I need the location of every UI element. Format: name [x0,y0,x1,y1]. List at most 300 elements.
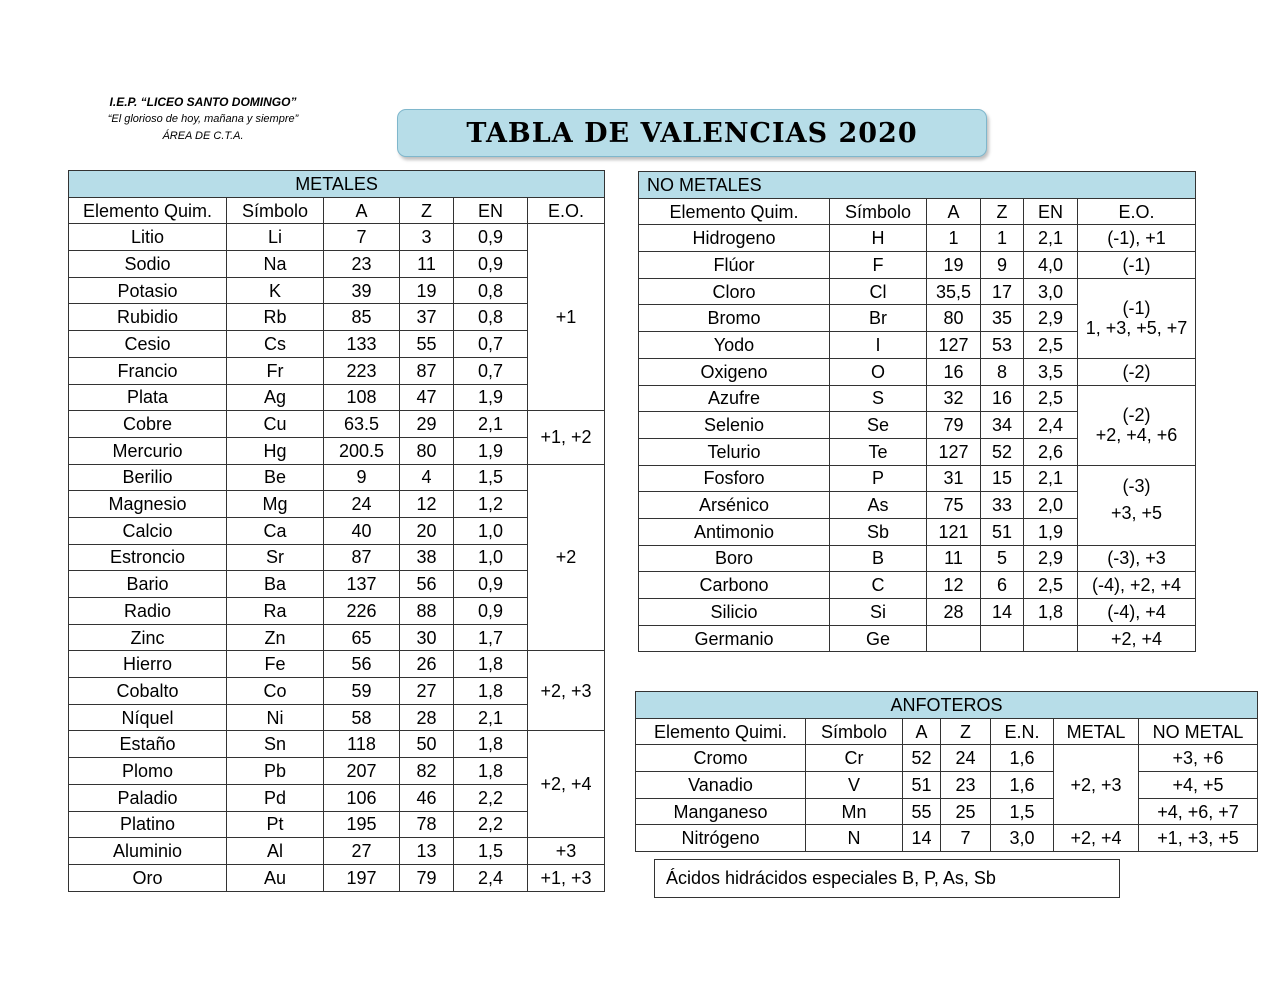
element-name-cell: Cromo [636,745,806,772]
mass-cell: 14 [903,825,941,852]
symbol-cell: Cu [227,411,324,438]
oxidation-state-cell: +1 [528,224,605,411]
atomic-number-cell: 56 [400,571,454,598]
mass-cell: 7 [324,224,400,251]
atomic-number-cell: 16 [981,385,1024,412]
element-name-cell: Estaño [69,731,227,758]
symbol-cell: Ag [227,384,324,411]
symbol-cell: Sr [227,544,324,571]
nonmetal-oxidation-cell: +1, +3, +5 [1139,825,1258,852]
electronegativity-cell: 1,9 [1024,518,1078,545]
electronegativity-cell: 0,8 [454,304,528,331]
table-row [639,465,1196,492]
symbol-cell: B [830,545,927,572]
element-name-cell: Francio [69,357,227,384]
mass-cell: 27 [324,838,400,865]
table-row [69,411,605,438]
table-row [69,731,605,758]
element-name-cell: Hidrogeno [639,225,830,252]
symbol-cell: Be [227,464,324,491]
column-header: EN [454,197,528,224]
element-name-cell: Plomo [69,758,227,785]
atomic-number-cell: 53 [981,332,1024,359]
symbol-cell: Al [227,838,324,865]
mass-cell: 121 [927,518,981,545]
table-row [69,384,605,411]
column-header: METAL [1054,718,1139,745]
table-row [639,358,1196,385]
atomic-number-cell: 38 [400,544,454,571]
column-header: A [903,718,941,745]
table-row [69,811,605,838]
element-name-cell: Cesio [69,331,227,358]
electronegativity-cell: 1,5 [454,838,528,865]
oxidation-state-line: 1, +3, +5, +7 [1085,318,1188,339]
symbol-cell: Hg [227,437,324,464]
oxidation-state-cell [1078,252,1196,279]
electronegativity-cell: 2,9 [1024,305,1078,332]
page-title: TABLA DE VALENCIAS 2020 [466,117,918,149]
atomic-number-cell: 87 [400,357,454,384]
mass-cell: 133 [324,331,400,358]
symbol-cell: P [830,465,927,492]
symbol-cell: O [830,358,927,385]
electronegativity-cell: 1,6 [991,745,1054,772]
symbol-cell: Rb [227,304,324,331]
electronegativity-cell: 2,0 [1024,492,1078,519]
symbol-cell: Mg [227,491,324,518]
symbol-cell: V [806,772,903,799]
column-header: Elemento Quim. [639,198,830,225]
symbol-cell: Ra [227,598,324,625]
table-row [69,251,605,278]
oxidation-state-cell [1078,545,1196,572]
electronegativity-cell [1024,625,1078,652]
symbol-cell: Co [227,678,324,705]
electronegativity-cell: 0,8 [454,277,528,304]
atomic-number-cell: 8 [981,358,1024,385]
nonmetal-oxidation-cell: +4, +6, +7 [1139,798,1258,825]
symbol-cell: Mn [806,798,903,825]
oxidation-state-cell [1078,225,1196,252]
metales-heading-row [69,171,605,198]
table-row [69,437,605,464]
symbol-cell: H [830,225,927,252]
symbol-cell: Te [830,438,927,465]
electronegativity-cell: 4,0 [1024,252,1078,279]
element-name-cell: Magnesio [69,491,227,518]
mass-cell: 207 [324,758,400,785]
electronegativity-cell: 1,7 [454,624,528,651]
electronegativity-cell: 2,1 [1024,465,1078,492]
electronegativity-cell: 2,2 [454,811,528,838]
table-row [69,571,605,598]
atomic-number-cell: 25 [941,798,991,825]
atomic-number-cell: 3 [400,224,454,251]
mass-cell: 56 [324,651,400,678]
table-row [69,224,605,251]
symbol-cell: Cs [227,331,324,358]
symbol-cell: S [830,385,927,412]
table-row [69,598,605,625]
symbol-cell: Cr [806,745,903,772]
oxidation-state-cell: +1, +3 [528,864,605,891]
mass-cell: 16 [927,358,981,385]
column-header: EN [1024,198,1078,225]
element-name-cell: Antimonio [639,518,830,545]
element-name-cell: Cloro [639,278,830,305]
anfoteros-column-header-row [636,718,1258,745]
electronegativity-cell: 1,8 [454,731,528,758]
mass-cell: 127 [927,332,981,359]
symbol-cell: As [830,492,927,519]
table-row [636,772,1258,799]
atomic-number-cell: 52 [981,438,1024,465]
electronegativity-cell: 2,9 [1024,545,1078,572]
mass-cell: 32 [927,385,981,412]
oxidation-state-cell: +2 [528,464,605,651]
atomic-number-cell: 51 [981,518,1024,545]
electronegativity-cell: 1,5 [991,798,1054,825]
table-row [639,278,1196,305]
element-name-cell: Arsénico [639,492,830,519]
oxidation-state-cell: +2, +3 [528,651,605,731]
table-row [639,252,1196,279]
element-name-cell: Vanadio [636,772,806,799]
symbol-cell: Pd [227,784,324,811]
table-row [69,464,605,491]
title-banner [397,109,987,157]
electronegativity-cell: 2,1 [1024,225,1078,252]
element-name-cell: Nitrógeno [636,825,806,852]
mass-cell: 12 [927,572,981,599]
oxidation-state-cell: +3 [528,838,605,865]
mass-cell: 51 [903,772,941,799]
oxidation-state-line: (-2) [1122,361,1151,382]
no-metales-table [638,171,1196,652]
mass-cell: 63.5 [324,411,400,438]
element-name-cell: Oro [69,864,227,891]
mass-cell: 85 [324,304,400,331]
mass-cell: 106 [324,784,400,811]
symbol-cell: Si [830,599,927,626]
electronegativity-cell: 0,9 [454,224,528,251]
symbol-cell: Sn [227,731,324,758]
mass-cell: 11 [927,545,981,572]
metal-oxidation-cell: +2, +4 [1054,825,1139,852]
column-header: Símbolo [830,198,927,225]
oxidation-state-cell [1078,465,1196,545]
symbol-cell: Cl [830,278,927,305]
element-name-cell: Azufre [639,385,830,412]
element-name-cell: Mercurio [69,437,227,464]
mass-cell: 80 [927,305,981,332]
electronegativity-cell: 2,5 [1024,385,1078,412]
anfoteros-heading: ANFOTEROS [636,692,1258,719]
element-name-cell: Bario [69,571,227,598]
mass-cell: 55 [903,798,941,825]
no-metales-heading: NO METALES [639,172,1196,199]
column-header: E.N. [991,718,1054,745]
atomic-number-cell: 1 [981,225,1024,252]
atomic-number-cell: 82 [400,758,454,785]
element-name-cell: Calcio [69,517,227,544]
symbol-cell: C [830,572,927,599]
mass-cell: 223 [324,357,400,384]
school-header [78,94,328,145]
electronegativity-cell: 3,0 [1024,278,1078,305]
electronegativity-cell: 2,4 [1024,412,1078,439]
atomic-number-cell: 80 [400,437,454,464]
element-name-cell: Paladio [69,784,227,811]
element-name-cell: Silicio [639,599,830,626]
table-row [69,784,605,811]
mass-cell: 75 [927,492,981,519]
atomic-number-cell: 88 [400,598,454,625]
symbol-cell: Fe [227,651,324,678]
mass-cell: 200.5 [324,437,400,464]
element-name-cell: Telurio [639,438,830,465]
table-row [69,678,605,705]
electronegativity-cell: 1,5 [454,464,528,491]
electronegativity-cell: 2,6 [1024,438,1078,465]
no-metales-heading-row [639,172,1196,199]
metales-table [68,170,605,892]
symbol-cell: Se [830,412,927,439]
electronegativity-cell: 2,4 [454,864,528,891]
symbol-cell: Ge [830,625,927,652]
table-row [69,758,605,785]
mass-cell: 79 [927,412,981,439]
table-row [69,864,605,891]
electronegativity-cell: 2,2 [454,784,528,811]
atomic-number-cell: 24 [941,745,991,772]
atomic-number-cell: 20 [400,517,454,544]
atomic-number-cell: 50 [400,731,454,758]
oxidation-state-line: +2, +4, +6 [1095,425,1178,446]
table-row [69,517,605,544]
mass-cell: 52 [903,745,941,772]
symbol-cell: K [227,277,324,304]
element-name-cell: Hierro [69,651,227,678]
electronegativity-cell: 2,5 [1024,332,1078,359]
atomic-number-cell: 26 [400,651,454,678]
note-box [654,859,1120,898]
oxidation-state-cell [1078,625,1196,652]
atomic-number-cell: 17 [981,278,1024,305]
table-row [636,798,1258,825]
atomic-number-cell: 23 [941,772,991,799]
column-header: Símbolo [806,718,903,745]
element-name-cell: Flúor [639,252,830,279]
oxidation-state-line: (-4), +4 [1107,601,1166,622]
no-metales-column-header-row [639,198,1196,225]
mass-cell [927,625,981,652]
table-row [69,357,605,384]
oxidation-state-cell: +2, +4 [528,731,605,838]
oxidation-state-cell: +1, +2 [528,411,605,464]
metal-oxidation-cell: +2, +3 [1054,745,1139,825]
atomic-number-cell: 37 [400,304,454,331]
mass-cell: 226 [324,598,400,625]
atomic-number-cell: 33 [981,492,1024,519]
atomic-number-cell: 28 [400,704,454,731]
table-row [636,825,1258,852]
element-name-cell: Zinc [69,624,227,651]
symbol-cell: Ca [227,517,324,544]
oxidation-state-cell [1078,599,1196,626]
table-row [69,277,605,304]
atomic-number-cell: 6 [981,572,1024,599]
oxidation-state-line: +3, +5 [1111,502,1163,523]
electronegativity-cell: 1,6 [991,772,1054,799]
mass-cell: 108 [324,384,400,411]
symbol-cell: I [830,332,927,359]
electronegativity-cell: 0,9 [454,251,528,278]
atomic-number-cell: 11 [400,251,454,278]
atomic-number-cell: 15 [981,465,1024,492]
electronegativity-cell: 0,9 [454,598,528,625]
element-name-cell: Aluminio [69,838,227,865]
atomic-number-cell: 27 [400,678,454,705]
mass-cell: 127 [927,438,981,465]
mass-cell: 118 [324,731,400,758]
symbol-cell: N [806,825,903,852]
anfoteros-table [635,691,1258,852]
table-row [639,572,1196,599]
atomic-number-cell: 55 [400,331,454,358]
mass-cell: 195 [324,811,400,838]
table-row [639,385,1196,412]
element-name-cell: Rubidio [69,304,227,331]
table-row [69,544,605,571]
table-row [639,599,1196,626]
element-name-cell: Plata [69,384,227,411]
symbol-cell: Zn [227,624,324,651]
atomic-number-cell: 12 [400,491,454,518]
column-header: A [324,197,400,224]
oxidation-state-cell [1078,278,1196,358]
electronegativity-cell: 1,8 [454,651,528,678]
table-row [69,704,605,731]
electronegativity-cell: 1,0 [454,544,528,571]
element-name-cell: Níquel [69,704,227,731]
note-text: Ácidos hidrácidos especiales B, P, As, Sb [666,868,996,888]
element-name-cell: Bromo [639,305,830,332]
mass-cell: 39 [324,277,400,304]
oxidation-state-line: (-2) [1122,405,1151,426]
column-header: E.O. [1078,198,1196,225]
electronegativity-cell: 0,9 [454,571,528,598]
mass-cell: 1 [927,225,981,252]
electronegativity-cell: 2,1 [454,411,528,438]
mass-cell: 197 [324,864,400,891]
school-motto: “El glorioso de hoy, mañana y siempre” [107,113,299,125]
mass-cell: 24 [324,491,400,518]
electronegativity-cell: 1,8 [454,678,528,705]
atomic-number-cell: 29 [400,411,454,438]
nonmetal-oxidation-cell: +4, +5 [1139,772,1258,799]
element-name-cell: Yodo [639,332,830,359]
table-row [639,625,1196,652]
mass-cell: 23 [324,251,400,278]
element-name-cell: Manganeso [636,798,806,825]
element-name-cell: Oxigeno [639,358,830,385]
symbol-cell: Na [227,251,324,278]
element-name-cell: Litio [69,224,227,251]
mass-cell: 58 [324,704,400,731]
mass-cell: 31 [927,465,981,492]
electronegativity-cell: 1,8 [454,758,528,785]
column-header: Elemento Quim. [69,197,227,224]
oxidation-state-cell [1078,385,1196,465]
symbol-cell: Fr [227,357,324,384]
metales-heading: METALES [69,171,605,198]
atomic-number-cell: 35 [981,305,1024,332]
symbol-cell: Au [227,864,324,891]
electronegativity-cell: 2,1 [454,704,528,731]
school-area: ÁREA DE C.T.A. [162,130,244,142]
electronegativity-cell: 3,5 [1024,358,1078,385]
column-header: Elemento Quimi. [636,718,806,745]
atomic-number-cell [981,625,1024,652]
mass-cell: 9 [324,464,400,491]
symbol-cell: Br [830,305,927,332]
atomic-number-cell: 19 [400,277,454,304]
atomic-number-cell: 78 [400,811,454,838]
element-name-cell: Berilio [69,464,227,491]
column-header: Z [941,718,991,745]
table-row [639,225,1196,252]
symbol-cell: Pt [227,811,324,838]
atomic-number-cell: 79 [400,864,454,891]
electronegativity-cell: 3,0 [991,825,1054,852]
column-header: A [927,198,981,225]
electronegativity-cell: 0,7 [454,331,528,358]
element-name-cell: Cobre [69,411,227,438]
element-name-cell: Estroncio [69,544,227,571]
table-row [69,624,605,651]
electronegativity-cell: 0,7 [454,357,528,384]
symbol-cell: Sb [830,518,927,545]
atomic-number-cell: 34 [981,412,1024,439]
column-header: Z [981,198,1024,225]
electronegativity-cell: 1,0 [454,517,528,544]
table-row [69,491,605,518]
element-name-cell: Sodio [69,251,227,278]
element-name-cell: Radio [69,598,227,625]
oxidation-state-cell [1078,358,1196,385]
atomic-number-cell: 5 [981,545,1024,572]
symbol-cell: Li [227,224,324,251]
mass-cell: 35,5 [927,278,981,305]
table-row [639,545,1196,572]
atomic-number-cell: 13 [400,838,454,865]
mass-cell: 59 [324,678,400,705]
column-header: Z [400,197,454,224]
column-header: E.O. [528,197,605,224]
table-row [636,745,1258,772]
atomic-number-cell: 46 [400,784,454,811]
element-name-cell: Boro [639,545,830,572]
element-name-cell: Potasio [69,277,227,304]
electronegativity-cell: 1,8 [1024,599,1078,626]
school-name: I.E.P. “LICEO SANTO DOMINGO” [109,95,297,109]
mass-cell: 87 [324,544,400,571]
nonmetal-oxidation-cell: +3, +6 [1139,745,1258,772]
metales-column-header-row [69,197,605,224]
anfoteros-heading-row [636,692,1258,719]
